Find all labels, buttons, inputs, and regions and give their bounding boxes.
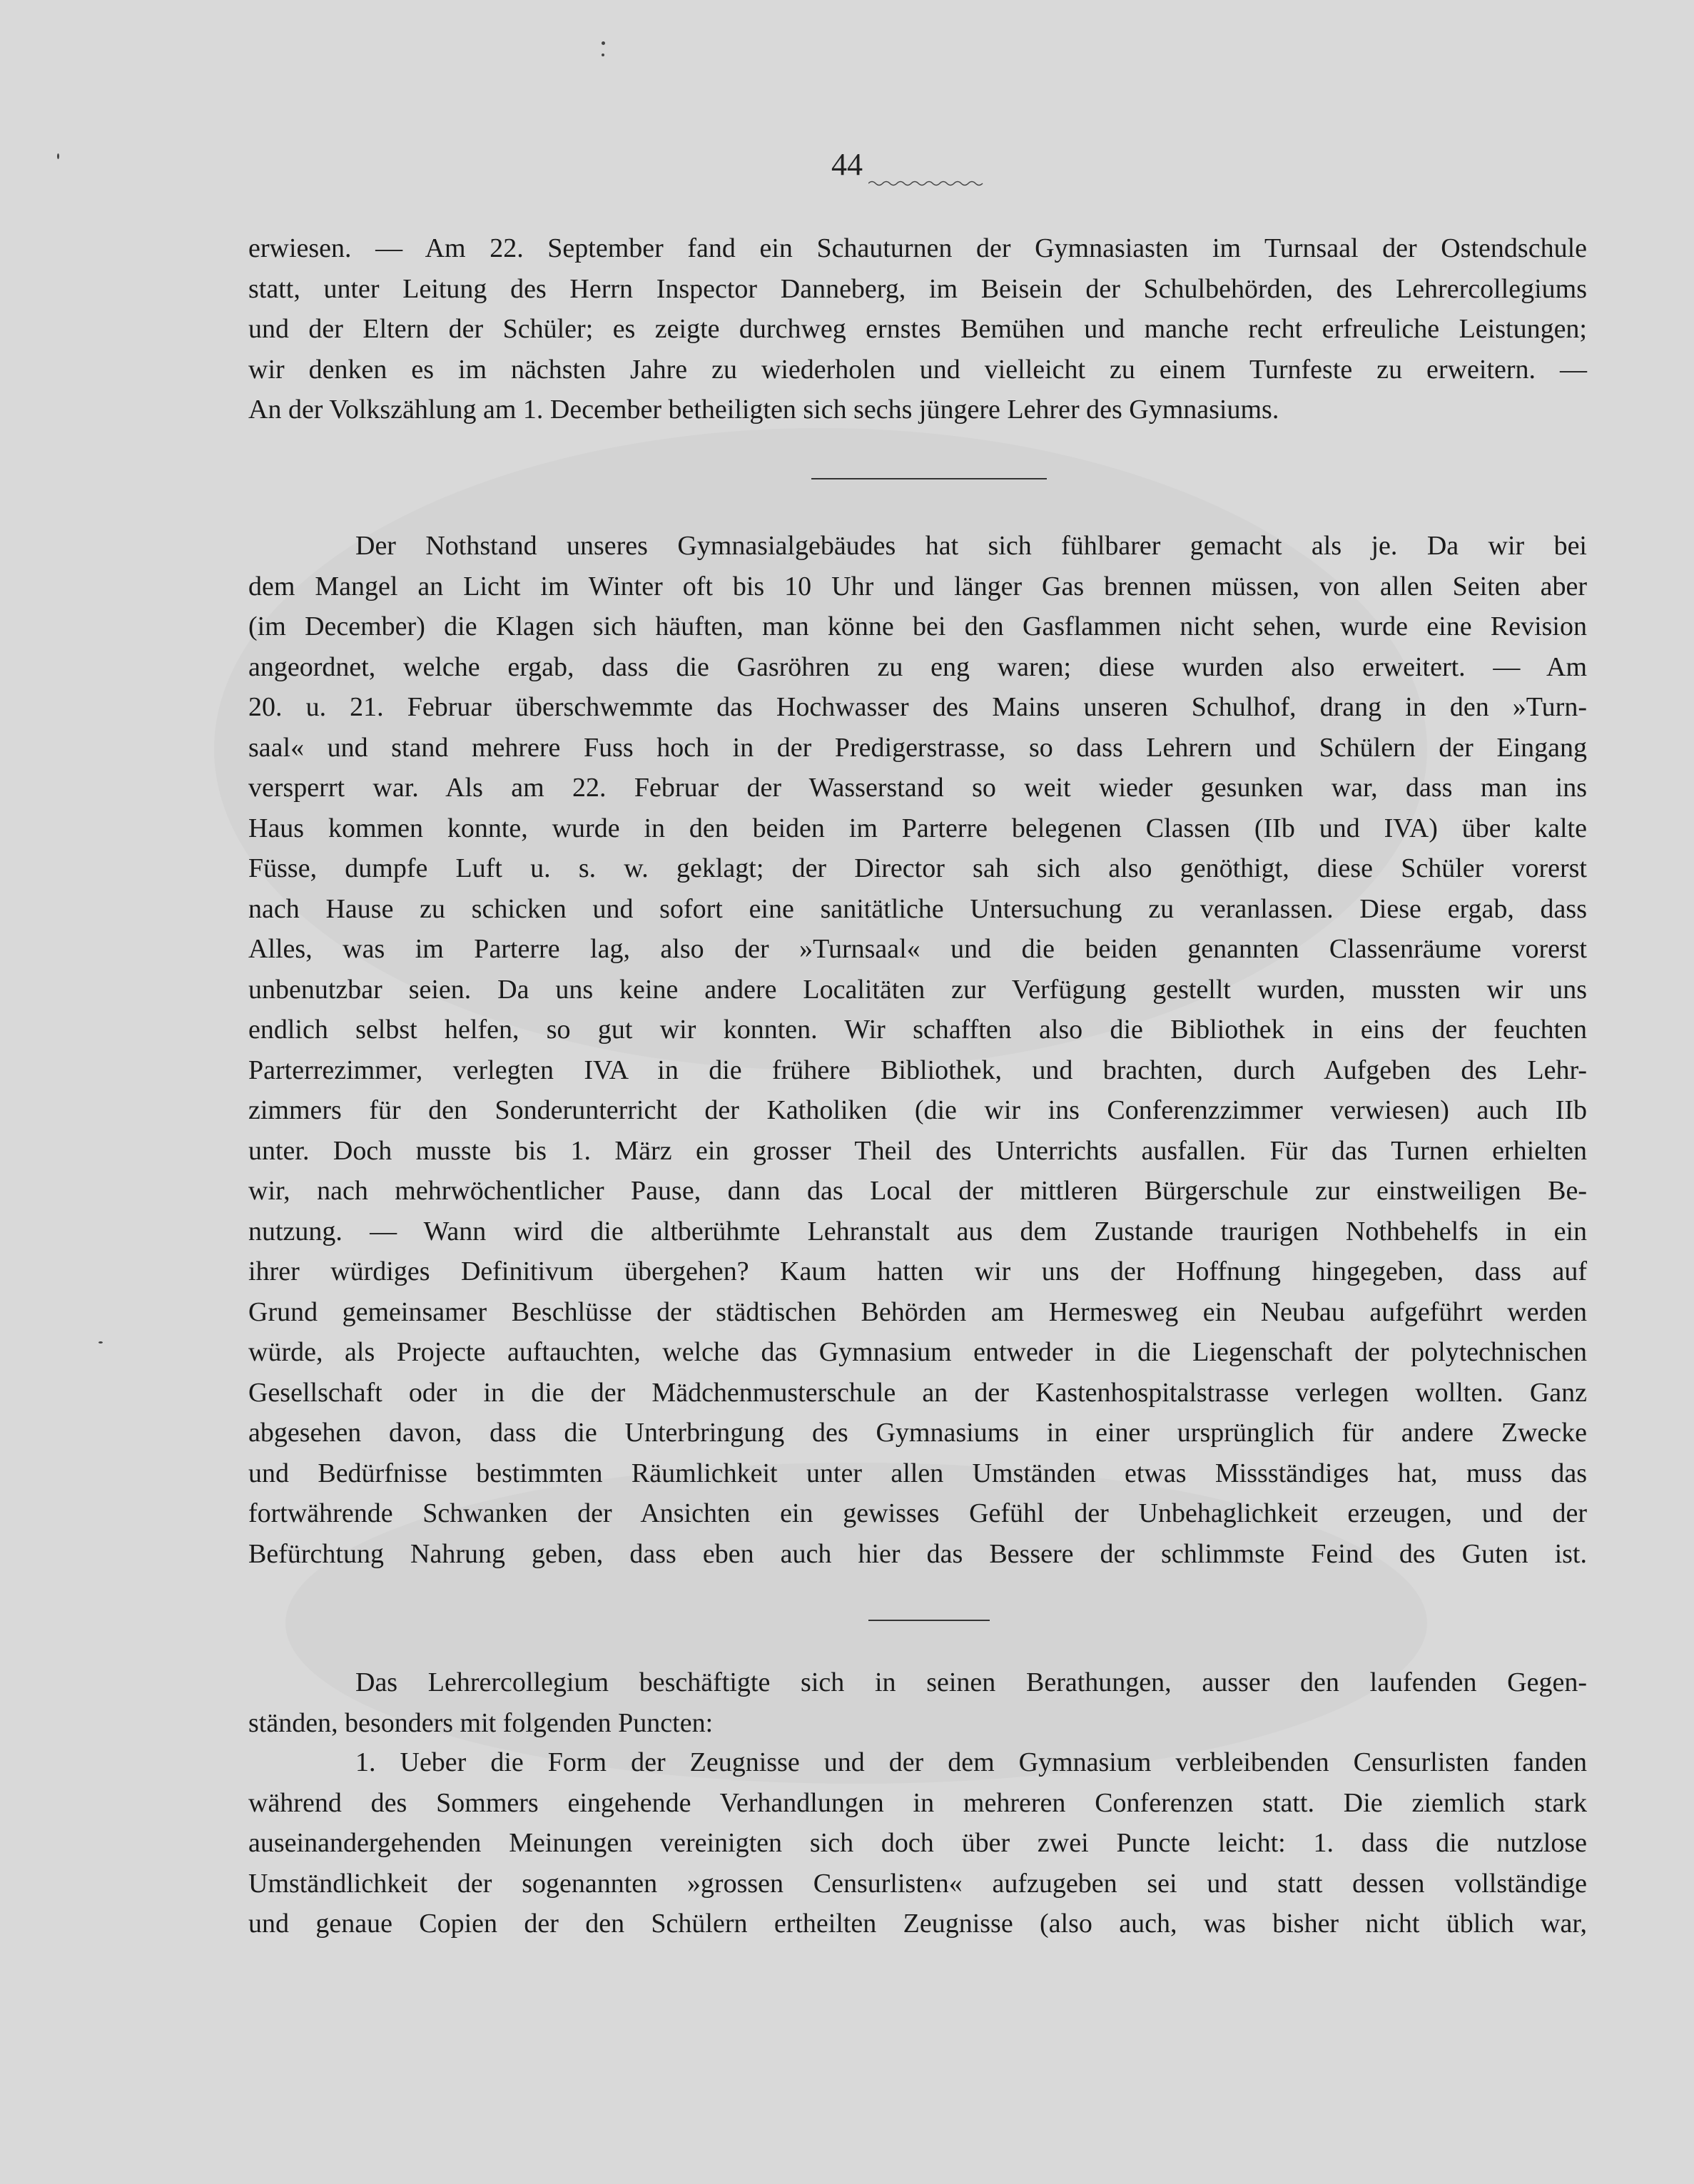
text-line: und der Eltern der Schüler; es zeigte durchweg ernstes Bemühen und manche recht erfreuliche Leistungen; (248, 314, 1587, 344)
text-line: ihrer würdiges Definitivum übergehen? Kaum hatten wir uns der Hoffnung hingegeben, dass auf (248, 1256, 1587, 1286)
text-line: Befürchtung Nahrung geben, dass eben auch hier das Bessere der schlimmste Feind des Guten ist. (248, 1538, 1587, 1569)
text-line: während des Sommers eingehende Verhandlungen in mehreren Conferenzen statt. Die ziemlich stark (248, 1787, 1587, 1818)
text-line: Umständlichkeit der sogenannten »grossen Censurlisten« aufzugeben sei und statt dessen vollständige (248, 1868, 1587, 1899)
paragraph-building-distress (248, 526, 1587, 1574)
section-divider (811, 478, 1047, 479)
text-line: Füsse, dumpfe Luft u. s. w. geklagt; der Director sah sich also genöthigt, diese Schüler vorerst (248, 853, 1587, 883)
text-line: Grund gemeinsamer Beschlüsse der städtischen Behörden am Hermesweg ein Neubau aufgeführt werden (248, 1296, 1587, 1327)
text-line: statt, unter Leitung des Herrn Inspector Danneberg, im Beisein der Schulbehörden, des Lehrercollegiums (248, 273, 1587, 304)
text-line: Das Lehrercollegium beschäftigte sich in seinen Berathungen, ausser den laufenden Gegen- (355, 1667, 1587, 1697)
text-line: Haus kommen konnte, wurde in den beiden im Parterre belegenen Classen (IIb und IVA) über kalte (248, 813, 1587, 843)
page-number: 44 (831, 147, 863, 182)
section-divider (868, 1620, 990, 1621)
text-line: und genaue Copien der den Schülern ertheilten Zeugnisse (also auch, was bisher nicht üblich war, (248, 1909, 1587, 1939)
text-line: Der Nothstand unseres Gymnasialgebäudes hat sich fühlbarer gemacht als je. Da wir bei (355, 531, 1587, 561)
text-line: Gesellschaft oder in die der Mädchenmusterschule an der Kastenhospitalstrasse verlegen wollten. Ganz (248, 1377, 1587, 1408)
text-line: zimmers für den Sonderunterricht der Katholiken (die wir ins Conferenzzimmer verwiesen) auch IIb (248, 1095, 1587, 1125)
text-line: 20. u. 21. Februar überschwemmte das Hochwasser des Mains unseren Schulhof, drang in den »Turn- (248, 692, 1587, 722)
text-line: (im December) die Klagen sich häuften, man könne bei den Gasflammen nicht sehen, wurde eine Revision (248, 611, 1587, 641)
text-line: und Bedürfnisse bestimmten Räumlichkeit unter allen Umständen etwas Missständiges hat, muss das (248, 1458, 1587, 1488)
paragraph-teachers-council (248, 1662, 1587, 1743)
text-line: nach Hause zu schicken und sofort eine sanitätliche Untersuchung zu veranlassen. Diese ergab, dass (248, 893, 1587, 924)
paper-speck (57, 153, 59, 159)
text-line: versperrt war. Als am 22. Februar der Wasserstand so weit wieder gesunken war, dass man ins (248, 773, 1587, 803)
text-line: dem Mangel an Licht im Winter oft bis 10 Uhr und länger Gas brennen müssen, von allen Seiten aber (248, 571, 1587, 601)
text-line: Parterrezimmer, verlegten IVA in die frühere Bibliothek, und brachten, durch Aufgeben des Lehr- (248, 1055, 1587, 1085)
text-line: endlich selbst helfen, so gut wir konnten. Wir schafften also die Bibliothek in eins der feuchten (248, 1015, 1587, 1045)
text-line: fortwährende Schwanken der Ansichten ein gewisses Gefühl der Unbehaglichkeit erzeugen, und der (248, 1498, 1587, 1528)
paragraph-gymnastics-census (248, 228, 1587, 430)
text-line: ständen, besonders mit folgenden Puncten: (248, 1707, 714, 1738)
paper-speck (98, 1341, 103, 1344)
paper-speck (602, 41, 605, 45)
text-line: angeordnet, welche ergab, dass die Gasröhren zu eng waren; diese wurden also erweitert. — Am (248, 651, 1587, 682)
paragraph-report-forms (248, 1742, 1587, 1944)
text-line: nutzung. — Wann wird die altberühmte Lehranstalt aus dem Zustande traurigen Nothbehelfs in ein (248, 1216, 1587, 1246)
text-line: wir denken es im nächsten Jahre zu wiederholen und vielleicht zu einem Turnfeste zu erweitern. — (248, 354, 1587, 385)
text-line: Alles, was im Parterre lag, also der »Turnsaal« und die beiden genannten Classenräume vorerst (248, 934, 1587, 964)
text-line: abgesehen davon, dass die Unterbringung des Gymnasiums in einer ursprünglich für andere Zwecke (248, 1418, 1587, 1448)
text-line: wir, nach mehrwöchentlicher Pause, dann das Local der mittleren Bürgerschule zur einstweiligen Be- (248, 1176, 1587, 1206)
text-line: saal« und stand mehrere Fuss hoch in der Predigerstrasse, so dass Lehrern und Schülern der Eingang (248, 732, 1587, 763)
paper-speck (602, 54, 604, 56)
text-line: An der Volkszählung am 1. December betheiligten sich sechs jüngere Lehrer des Gymnasiums. (248, 395, 1279, 425)
text-line: würde, als Projecte auftauchten, welche das Gymnasium entweder in die Liegenschaft der polytechnischen (248, 1337, 1587, 1367)
text-line: unbenutzbar seien. Da uns keine andere Localitäten zur Verfügung gestellt wurden, mussten wir uns (248, 974, 1587, 1005)
text-line: auseinandergehenden Meinungen vereinigten sich doch über zwei Puncte leicht: 1. dass die nutzlose (248, 1828, 1587, 1858)
text-line: 1. Ueber die Form der Zeugnisse und der dem Gymnasium verbleibenden Censurlisten fanden (355, 1747, 1587, 1777)
text-line: unter. Doch musste bis 1. März ein grosser Theil des Unterrichts ausfallen. Für das Turnen erhielten (248, 1135, 1587, 1166)
text-line: erwiesen. — Am 22. September fand ein Schauturnen der Gymnasiasten im Turnsaal der Ostendschule (248, 233, 1587, 263)
page-number-ornament (868, 180, 986, 187)
